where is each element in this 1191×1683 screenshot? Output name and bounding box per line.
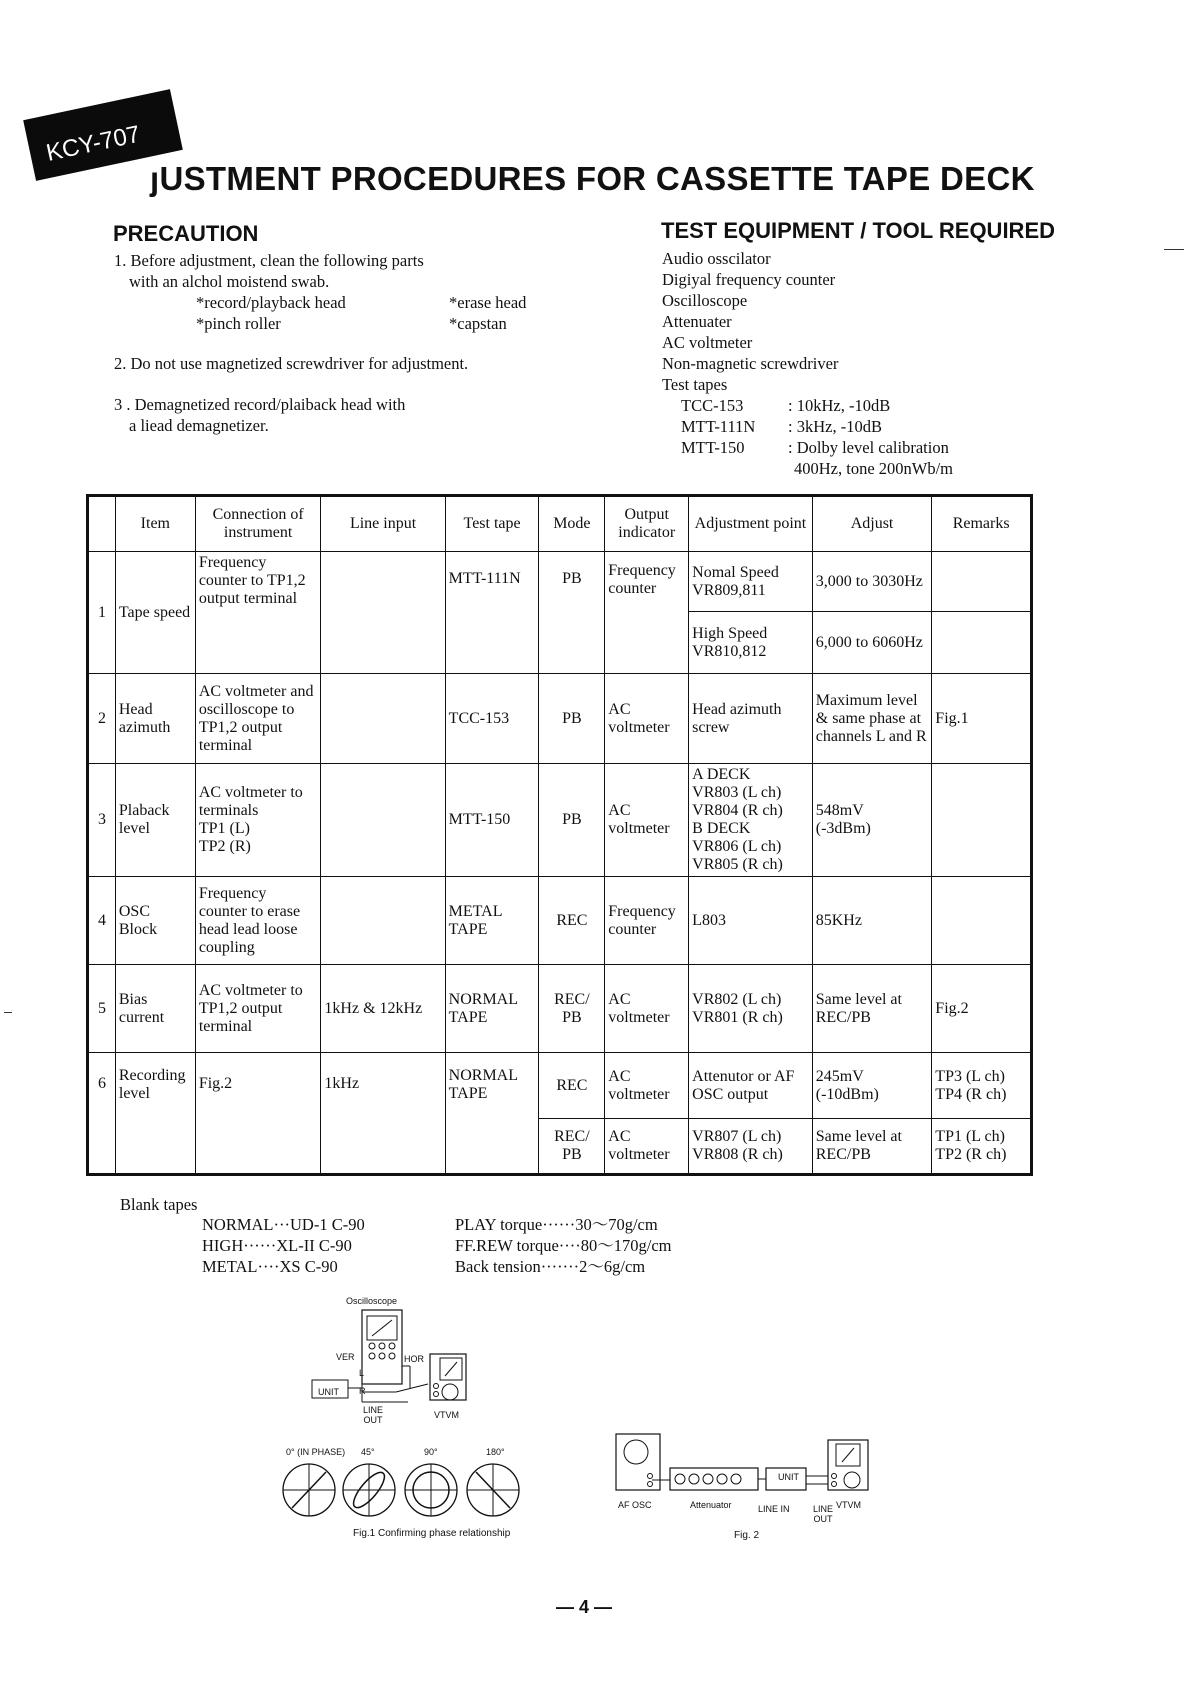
cell-tape: METAL TAPE	[445, 877, 539, 965]
torque-spec: FF.REW torque····80〜170g/cm	[455, 1236, 672, 1255]
cell-mode: PB	[539, 764, 605, 877]
line-in-label: LINE IN	[758, 1504, 790, 1514]
cell-item: Head azimuth	[115, 674, 195, 764]
cell-adjust: Same level at REC/PB	[812, 965, 932, 1053]
hor-label: HOR	[404, 1354, 424, 1364]
cell-point: Nomal Speed VR809,811	[689, 552, 813, 612]
tape-spec: : Dolby level calibration	[788, 438, 949, 457]
fig2-unit-label: UNIT	[778, 1472, 799, 1482]
torque-spec: PLAY torque······30〜70g/cm	[455, 1215, 658, 1234]
phase-label-180: 180°	[486, 1447, 505, 1457]
header-adjust: Adjust	[812, 496, 932, 552]
cell-tape: MTT-111N	[445, 552, 539, 674]
tape-name: MTT-150	[681, 438, 745, 457]
equipment-item: Digiyal frequency counter	[662, 270, 836, 289]
equipment-item: Test tapes	[662, 375, 728, 394]
cell-line: 1kHz & 12kHz	[321, 965, 445, 1053]
cell-conn: Frequency counter to TP1,2 output terminal	[195, 552, 321, 674]
blank-tape: METAL····XS C-90	[202, 1257, 338, 1276]
blank-tape: HIGH······XL-II C-90	[202, 1236, 352, 1255]
cell-remarks	[932, 552, 1032, 612]
cell-mode: REC/ PB	[539, 965, 605, 1053]
header-mode: Mode	[539, 496, 605, 552]
part-1: *record/playback head	[196, 293, 346, 312]
cell-remarks: TP1 (L ch) TP2 (R ch)	[932, 1119, 1032, 1175]
test-tape-names	[681, 395, 755, 458]
phase-circle-0	[283, 1464, 335, 1516]
oscilloscope-label: Oscilloscope	[346, 1296, 398, 1306]
table-row	[88, 965, 1032, 1053]
cell-adjust: 548mV (-3dBm)	[812, 764, 932, 877]
cell-mode: REC/ PB	[539, 1119, 605, 1175]
header-connection: Connection of instrument	[195, 496, 321, 552]
header-item: Item	[115, 496, 195, 552]
cell-mode: PB	[539, 552, 605, 674]
adjustment-table	[86, 494, 1033, 1176]
precaution-item-3	[114, 394, 405, 436]
precaution-text: 1. Before adjustment, clean the following parts	[114, 251, 424, 270]
cell-adjust: Same level at REC/PB	[812, 1119, 932, 1175]
cell-line	[321, 674, 445, 764]
precaution-item-1	[114, 250, 424, 292]
cell-no: 2	[88, 674, 116, 764]
cell-conn: Fig.2	[195, 1053, 321, 1175]
margin-mark	[1164, 249, 1184, 250]
cell-no: 4	[88, 877, 116, 965]
cell-point: High Speed VR810,812	[689, 612, 813, 674]
torque-spec: Back tension·······2〜6g/cm	[455, 1257, 646, 1276]
fig1-hookup-diagram	[300, 1308, 480, 1424]
tape-spec: : 3kHz, -10dB	[788, 417, 882, 436]
model-badge: KCY-707	[23, 89, 183, 181]
unit-label: UNIT	[318, 1387, 339, 1397]
precaution-heading: PRECAUTION	[113, 221, 259, 246]
cell-no: 5	[88, 965, 116, 1053]
cell-remarks	[932, 764, 1032, 877]
cell-item: Recording level	[115, 1053, 195, 1175]
cell-line: 1kHz	[321, 1053, 445, 1175]
cell-remarks: Fig.2	[932, 965, 1032, 1053]
equipment-item: Audio osscilator	[662, 249, 771, 268]
cell-no: 6	[88, 1053, 116, 1175]
fig1-caption: Fig.1 Confirming phase relationship	[353, 1528, 511, 1539]
precaution-text: 3 . Demagnetized record/plaiback head with	[114, 395, 406, 414]
phase-circle-45	[343, 1464, 395, 1516]
page-title: ȷUSTMENT PROCEDURES FOR CASSETTE TAPE DECK	[150, 160, 1035, 197]
cell-adjust: 85KHz	[812, 877, 932, 965]
torque-list	[455, 1214, 672, 1277]
cell-point: A DECK VR803 (L ch) VR804 (R ch) B DECK VR806 (L ch) VR805 (R ch)	[689, 764, 813, 877]
cell-item: Bias current	[115, 965, 195, 1053]
cell-output: AC voltmeter	[605, 965, 689, 1053]
fig2-hookup-diagram	[614, 1432, 874, 1502]
phase-circle-90	[405, 1464, 457, 1516]
cell-item: Tape speed	[115, 552, 195, 674]
l-label: L	[359, 1368, 365, 1378]
cell-output: AC voltmeter	[605, 764, 689, 877]
precaution-item-2: 2. Do not use magnetized screwdriver for adjustment.	[114, 354, 469, 373]
vtvm-label: VTVM	[434, 1410, 460, 1420]
cell-tape: NORMAL TAPE	[445, 965, 539, 1053]
cell-conn: AC voltmeter to TP1,2 output terminal	[195, 965, 321, 1053]
cell-output: Frequency counter	[605, 877, 689, 965]
equipment-item: Non-magnetic screwdriver	[662, 354, 839, 373]
part-4: *capstan	[449, 314, 507, 333]
test-tape-specs	[788, 395, 953, 479]
table-row	[88, 877, 1032, 965]
blank-tapes-list	[202, 1214, 365, 1277]
tape-spec: : 10kHz, -10dB	[788, 396, 891, 415]
equipment-item: AC voltmeter	[662, 333, 753, 352]
cell-point: Attenutor or AF OSC output	[689, 1053, 813, 1119]
equipment-list	[662, 248, 838, 395]
af-osc-label: AF OSC	[618, 1500, 652, 1510]
cell-remarks: Fig.1	[932, 674, 1032, 764]
header-test-tape: Test tape	[445, 496, 539, 552]
header-remarks: Remarks	[932, 496, 1032, 552]
phase-label-45: 45°	[361, 1447, 375, 1457]
tape-name: MTT-111N	[681, 417, 756, 436]
page-number: — 4 —	[556, 1597, 613, 1617]
equipment-item: Attenuater	[662, 312, 732, 331]
phase-circle-180	[467, 1464, 519, 1516]
cell-adjust: 3,000 to 3030Hz	[812, 552, 932, 612]
cell-mode: REC	[539, 1053, 605, 1119]
cell-conn: Frequency counter to erase head lead loose coupling	[195, 877, 321, 965]
phase-circles	[280, 1460, 524, 1520]
cell-point: VR807 (L ch) VR808 (R ch)	[689, 1119, 813, 1175]
tape-spec: 400Hz, tone 200nWb/m	[794, 459, 954, 478]
margin-mark	[4, 1012, 12, 1013]
part-2: *erase head	[449, 293, 527, 312]
equipment-item: Oscilloscope	[662, 291, 748, 310]
blank-tapes-heading: Blank tapes	[120, 1195, 198, 1214]
table-row	[88, 552, 1032, 612]
cell-remarks: TP3 (L ch) TP4 (R ch)	[932, 1053, 1032, 1119]
fig2-caption: Fig. 2	[734, 1530, 760, 1541]
cell-conn: AC voltmeter to terminals TP1 (L) TP2 (R)	[195, 764, 321, 877]
cell-output: AC voltmeter	[605, 1119, 689, 1175]
cell-line	[321, 764, 445, 877]
header-adj-point: Adjustment point	[689, 496, 813, 552]
header-line-input: Line input	[321, 496, 445, 552]
header-no	[88, 496, 116, 552]
cell-remarks	[932, 877, 1032, 965]
cell-point: Head azimuth screw	[689, 674, 813, 764]
blank-tape: NORMAL···UD-1 C-90	[202, 1215, 365, 1234]
cell-output: Frequency counter	[605, 552, 689, 674]
cell-item: Plaback level	[115, 764, 195, 877]
table-row	[88, 674, 1032, 764]
phase-label-0: 0° (IN PHASE)	[286, 1447, 346, 1457]
cell-tape: TCC-153	[445, 674, 539, 764]
phase-label-90: 90°	[424, 1447, 438, 1457]
line-out-label: LINE OUT	[362, 1405, 383, 1425]
cell-output: AC voltmeter	[605, 1053, 689, 1119]
tape-name: TCC-153	[681, 396, 744, 415]
fig2-vtvm-label: VTVM	[836, 1500, 862, 1510]
cell-tape: NORMAL TAPE	[445, 1053, 539, 1175]
equipment-heading: TEST EQUIPMENT / TOOL REQUIRED	[661, 218, 1056, 243]
cell-point: L803	[689, 877, 813, 965]
ver-label: VER	[336, 1352, 355, 1362]
r-label: R	[359, 1386, 366, 1396]
cell-output: AC voltmeter	[605, 674, 689, 764]
cell-line	[321, 877, 445, 965]
cell-remarks	[932, 612, 1032, 674]
part-3: *pinch roller	[196, 314, 281, 333]
header-output: Output indicator	[605, 496, 689, 552]
cell-adjust: 245mV (-10dBm)	[812, 1053, 932, 1119]
table-header-row	[88, 496, 1032, 552]
cell-no: 3	[88, 764, 116, 877]
cell-adjust: Maximum level & same phase at channels L and R	[812, 674, 932, 764]
cell-item: OSC Block	[115, 877, 195, 965]
cell-tape: MTT-150	[445, 764, 539, 877]
cell-line	[321, 552, 445, 674]
fig2-line-out-label: LINE OUT	[812, 1504, 833, 1524]
attenuator-label: Attenuator	[690, 1500, 732, 1510]
cell-point: VR802 (L ch) VR801 (R ch)	[689, 965, 813, 1053]
table-row	[88, 1053, 1032, 1119]
cell-conn: AC voltmeter and oscilloscope to TP1,2 output terminal	[195, 674, 321, 764]
cell-adjust: 6,000 to 6060Hz	[812, 612, 932, 674]
precaution-text: a liead demagnetizer.	[129, 416, 269, 435]
cell-no: 1	[88, 552, 116, 674]
precaution-text: with an alchol moistend swab.	[129, 272, 330, 291]
cell-mode: REC	[539, 877, 605, 965]
cell-mode: PB	[539, 674, 605, 764]
table-row	[88, 764, 1032, 877]
